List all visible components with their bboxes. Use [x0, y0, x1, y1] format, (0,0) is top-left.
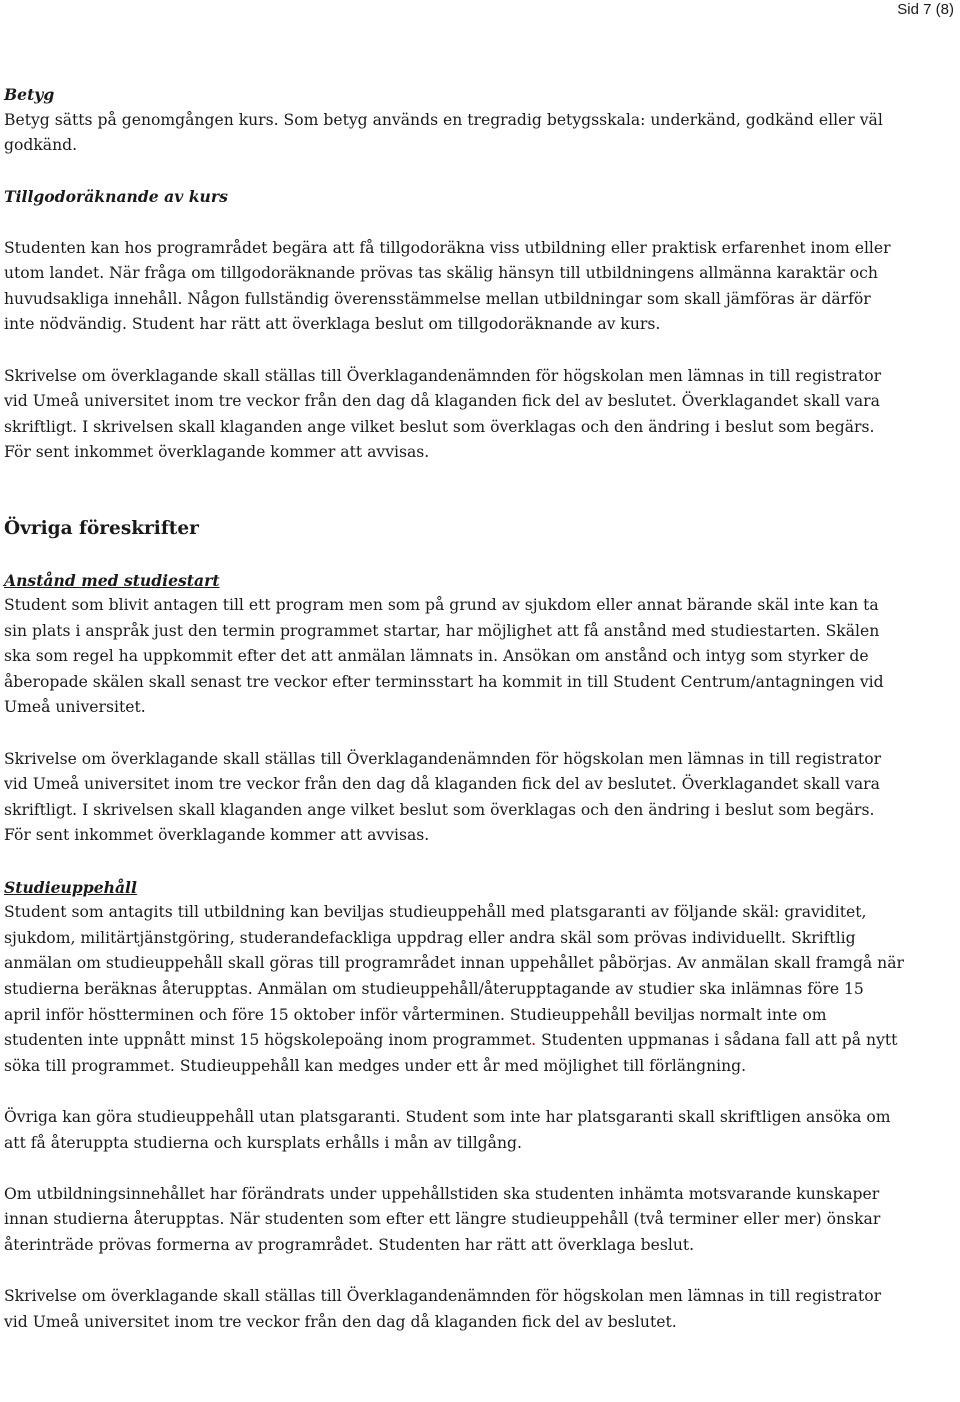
uppehall-paragraph-3: Om utbildningsinnehållet har förändrats under uppehållstiden ska studenten inhämta motsvarande kunskaper innan studierna återupptas. När studenten som efter ett längre studieuppehåll (två terminer eller mer) önskar återinträde prövas formerna av programrådet. Studenten har rätt att överklaga beslut. [4, 1184, 881, 1254]
page-number: Sid 7 (8) [897, 1, 954, 18]
tillgodo-paragraph-2: Skrivelse om överklagande skall ställas till Överklagandenämnden för högskolan men lämnas in till registrator vid Umeå universitet inom tre veckor från den dag då klaganden fick del av beslutet. Överklagandet skall vara skriftligt. I skrivelsen skall klaganden ange vilket beslut som överklagas och den ändring i beslut som begärs. För sent inkommet överklagande kommer att avvisas. [4, 366, 882, 462]
tillgodo-heading: Tillgodoräknande av kurs [4, 187, 228, 207]
anstand-heading: Anstånd med studiestart [4, 570, 220, 590]
anstand-paragraph-2: Skrivelse om överklagande skall ställas till Överklagandenämnden för högskolan men lämnas in till registrator vid Umeå universitet inom tre veckor från den dag då klaganden fick del av beslutet. Överklagandet skall vara skriftligt. I skrivelsen skall klaganden ange vilket beslut som överklagas och den ändring i beslut som begärs. För sent inkommet överklagande kommer att avvisas. [4, 749, 882, 845]
uppehall-paragraph-2: Övriga kan göra studieuppehåll utan platsgaranti. Student som inte har platsgaranti skall skriftligen ansöka om att få återuppta studierna och kursplats erhålls i mån av tillgång. [4, 1107, 891, 1152]
tillgodo-paragraph-1: Studenten kan hos programrådet begära att få tillgodoräkna viss utbildning eller praktisk erfarenhet inom eller utom landet. När fråga om tillgodoräknande prövas tas skälig hänsyn till utbildningens allmänna karaktär och huvudsakliga innehåll. Någon fullständig överensstämmelse mellan utbildningar som skall jämföras är därför inte nödvändig. Student har rätt att överklaga beslut om tillgodoräknande av kurs. [4, 238, 891, 334]
betyg-heading: Betyg [4, 85, 55, 104]
anstand-paragraph-1: Student som blivit antagen till ett program men som på grund av sjukdom eller annat bärande skäl inte kan ta sin plats i anspråk just den termin programmet startar, har möjlighet att få anstånd med studiestarten. Skälen ska som regel ha uppkommit efter det att anmälan lämnats in. Ansökan om anstånd och intyg som styrker de åberopade skälen skall senast tre veckor efter terminsstart ha kommit in till Student Centrum/antagningen vid Umeå universitet. [4, 596, 884, 717]
uppehall-paragraph-4: Skrivelse om överklagande skall ställas till Överklagandenämnden för högskolan men lämnas in till registrator vid Umeå universitet inom tre veckor från den dag då klaganden fick del av beslutet. [4, 1287, 882, 1331]
document-body [4, 82, 904, 1335]
uppehall-text-b: Studenten uppmanas i sådana fall att på nytt söka till programmet. Studieuppehåll kan medges under ett år med möjlighet till förlängning. [4, 1031, 898, 1075]
uppehall-paragraph-1 [4, 900, 904, 1079]
betyg-paragraph: Betyg sätts på genomgången kurs. Som betyg används en tregradig betygsskala: underkänd, godkänd eller väl godkänd. [4, 110, 883, 155]
ovriga-heading: Övriga föreskrifter [4, 517, 199, 539]
uppehall-heading: Studieuppehåll [4, 877, 137, 897]
highlighted-period: . [531, 1031, 537, 1050]
uppehall-text-a: Student som antagits till utbildning kan beviljas studieuppehåll med platsgaranti av följande skäl: graviditet, sjukdom, militärtjänstgöring, studerandefackliga uppdrag eller andra skäl som prövas individuellt. Skriftlig anmälan om studieuppehåll skall göras till programrådet innan uppehållet påbörjas. Av anmälan skall framgå när studierna beräknas återupptas. Anmälan om studieuppehåll/återupptagande av studier ska inlämnas före 15 april inför höstterminen och före 15 oktober inför vårterminen. Studieuppehåll beviljas normalt inte om studenten inte uppnått minst 15 högskolepoäng inom programmet [4, 903, 904, 1050]
